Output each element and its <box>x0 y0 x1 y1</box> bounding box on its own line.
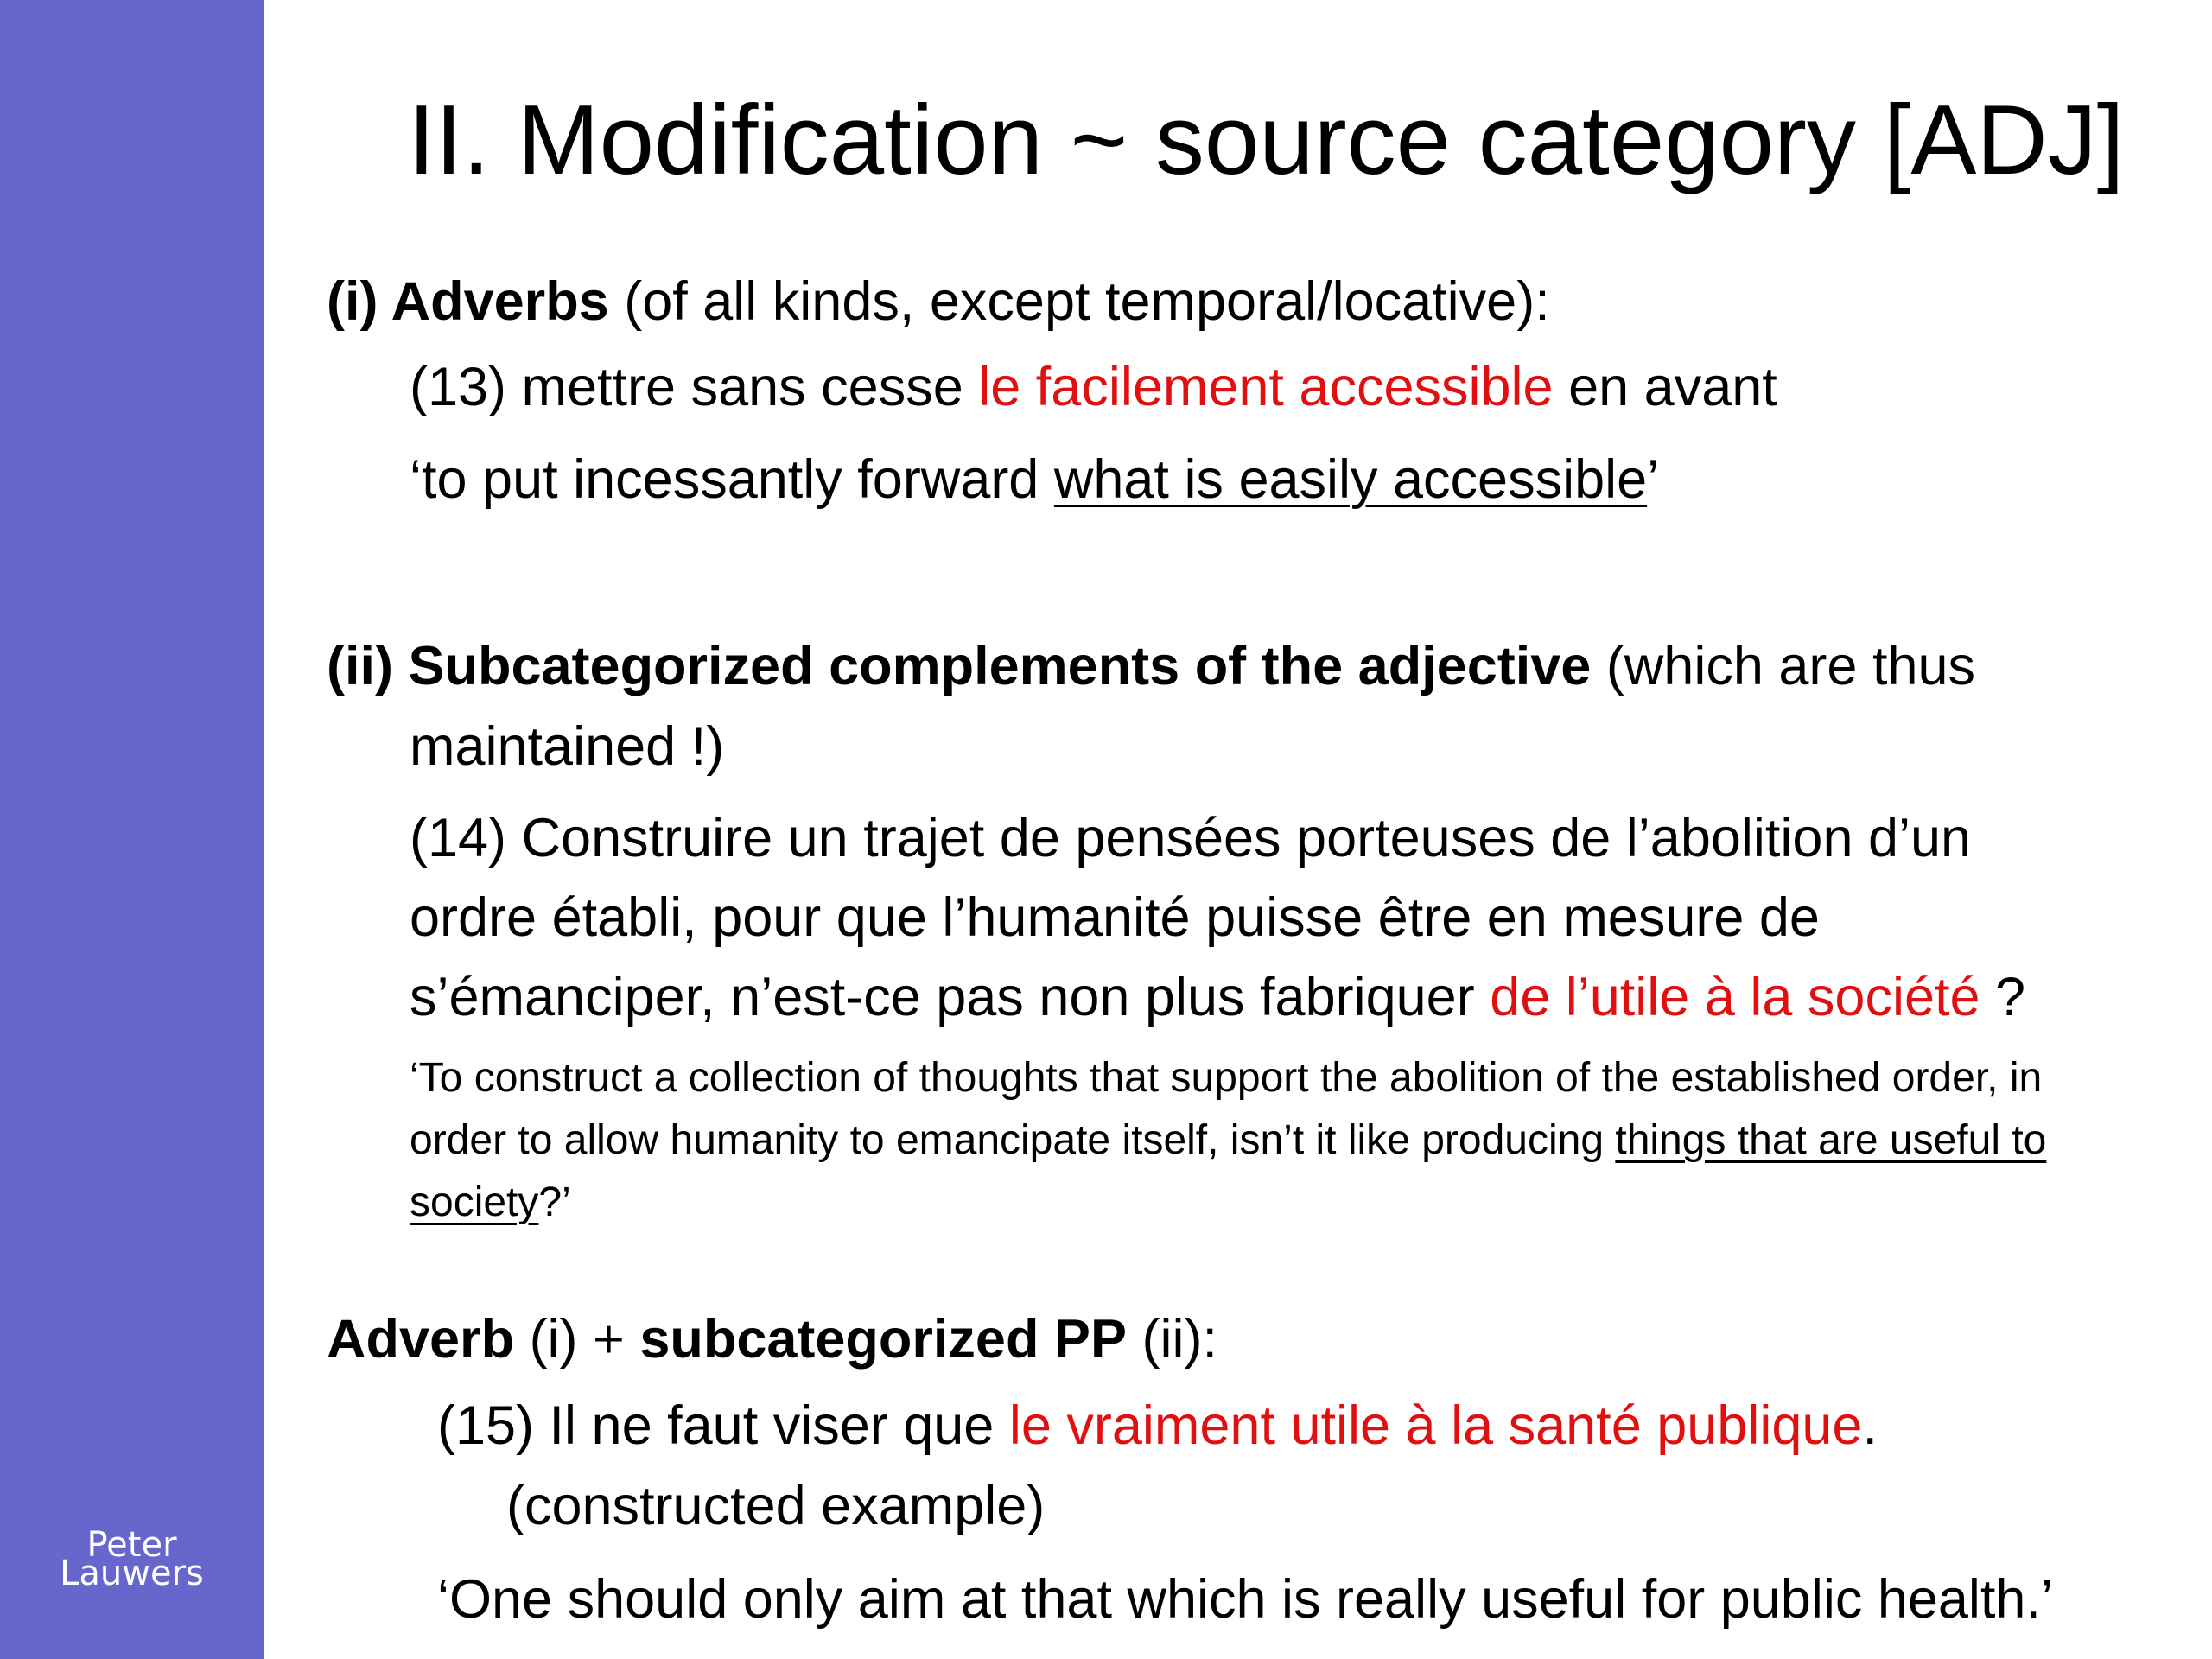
section-i-heading-bold: (i) Adverbs <box>327 271 609 332</box>
section-ii-heading-rest: (which are thus <box>1591 636 1976 696</box>
example-13-prefix: (13) mettre sans cesse <box>410 357 979 417</box>
gloss-14-line-3-underlined: society <box>410 1179 539 1225</box>
gloss-13-prefix: ‘to put incessantly forward <box>410 449 1054 510</box>
example-15-note: (constructed example) <box>506 1476 1046 1536</box>
gloss-13-underlined: what is easily accessible <box>1053 449 1648 510</box>
example-14-line-3 <box>410 963 2025 1032</box>
example-14-line-1: (14) Construire un trajet de pensées porteuses de l’abolition d’un <box>410 808 1972 868</box>
combination-heading-end: (ii): <box>1126 1309 1217 1370</box>
section-ii-heading-bold: Subcategorized complements of the adjective <box>408 636 1592 696</box>
author-name <box>0 1525 264 1593</box>
author-first-name: Peter <box>86 1525 177 1565</box>
example-13-suffix: en avant <box>1553 357 1777 417</box>
combination-heading-bold-1: Adverb <box>327 1309 515 1370</box>
gloss-13 <box>410 445 1659 514</box>
slide-title: II. Modification ~ source category [ADJ] <box>408 86 2125 195</box>
example-15-prefix: (15) Il ne faut viser que <box>437 1395 1009 1456</box>
combination-heading-bold-2: subcategorized PP <box>639 1309 1127 1370</box>
section-i-heading <box>327 267 1550 336</box>
sidebar <box>0 0 264 1659</box>
example-14-line-2: ordre établi, pour que l’humanité puisse être en mesure de <box>410 887 1820 948</box>
section-ii-heading-label: (ii) <box>327 636 409 696</box>
author-last-name: Lauwers <box>60 1554 204 1593</box>
gloss-13-suffix: ’ <box>1647 449 1660 510</box>
example-14-line-3-prefix: s’émanciper, n’est-ce pas non plus fabriquer <box>410 967 1491 1027</box>
gloss-14-line-2-prefix: order to allow humanity to emancipate itself, isn’t it like producing <box>410 1117 1616 1163</box>
section-ii-heading <box>327 632 1975 701</box>
combination-heading-mid: (i) + <box>514 1309 640 1370</box>
combination-heading <box>327 1305 1217 1374</box>
gloss-14-line-2-underlined: things that are useful to <box>1615 1117 2047 1163</box>
example-14-highlight: de l’utile à la société <box>1490 967 1980 1027</box>
gloss-15: ‘One should only aim at that which is really useful for public health.’ <box>437 1569 2053 1630</box>
example-13-highlight: le facilement accessible <box>978 357 1554 417</box>
example-15-suffix: . <box>1862 1395 1878 1456</box>
section-i-heading-rest: (of all kinds, except temporal/locative): <box>608 271 1550 332</box>
example-13 <box>410 353 1777 422</box>
example-15 <box>437 1391 1878 1460</box>
gloss-14-line-1: ‘To construct a collection of thoughts that support the abolition of the established order, in <box>410 1055 2043 1101</box>
gloss-14-line-3 <box>410 1177 571 1229</box>
section-ii-heading-continued: maintained !) <box>410 716 725 777</box>
gloss-14-line-3-suffix: ?’ <box>538 1179 571 1225</box>
gloss-14-line-2 <box>410 1115 2046 1166</box>
example-14-line-3-suffix: ? <box>1980 967 2026 1027</box>
example-15-highlight: le vraiment utile à la santé publique <box>1008 1395 1863 1456</box>
